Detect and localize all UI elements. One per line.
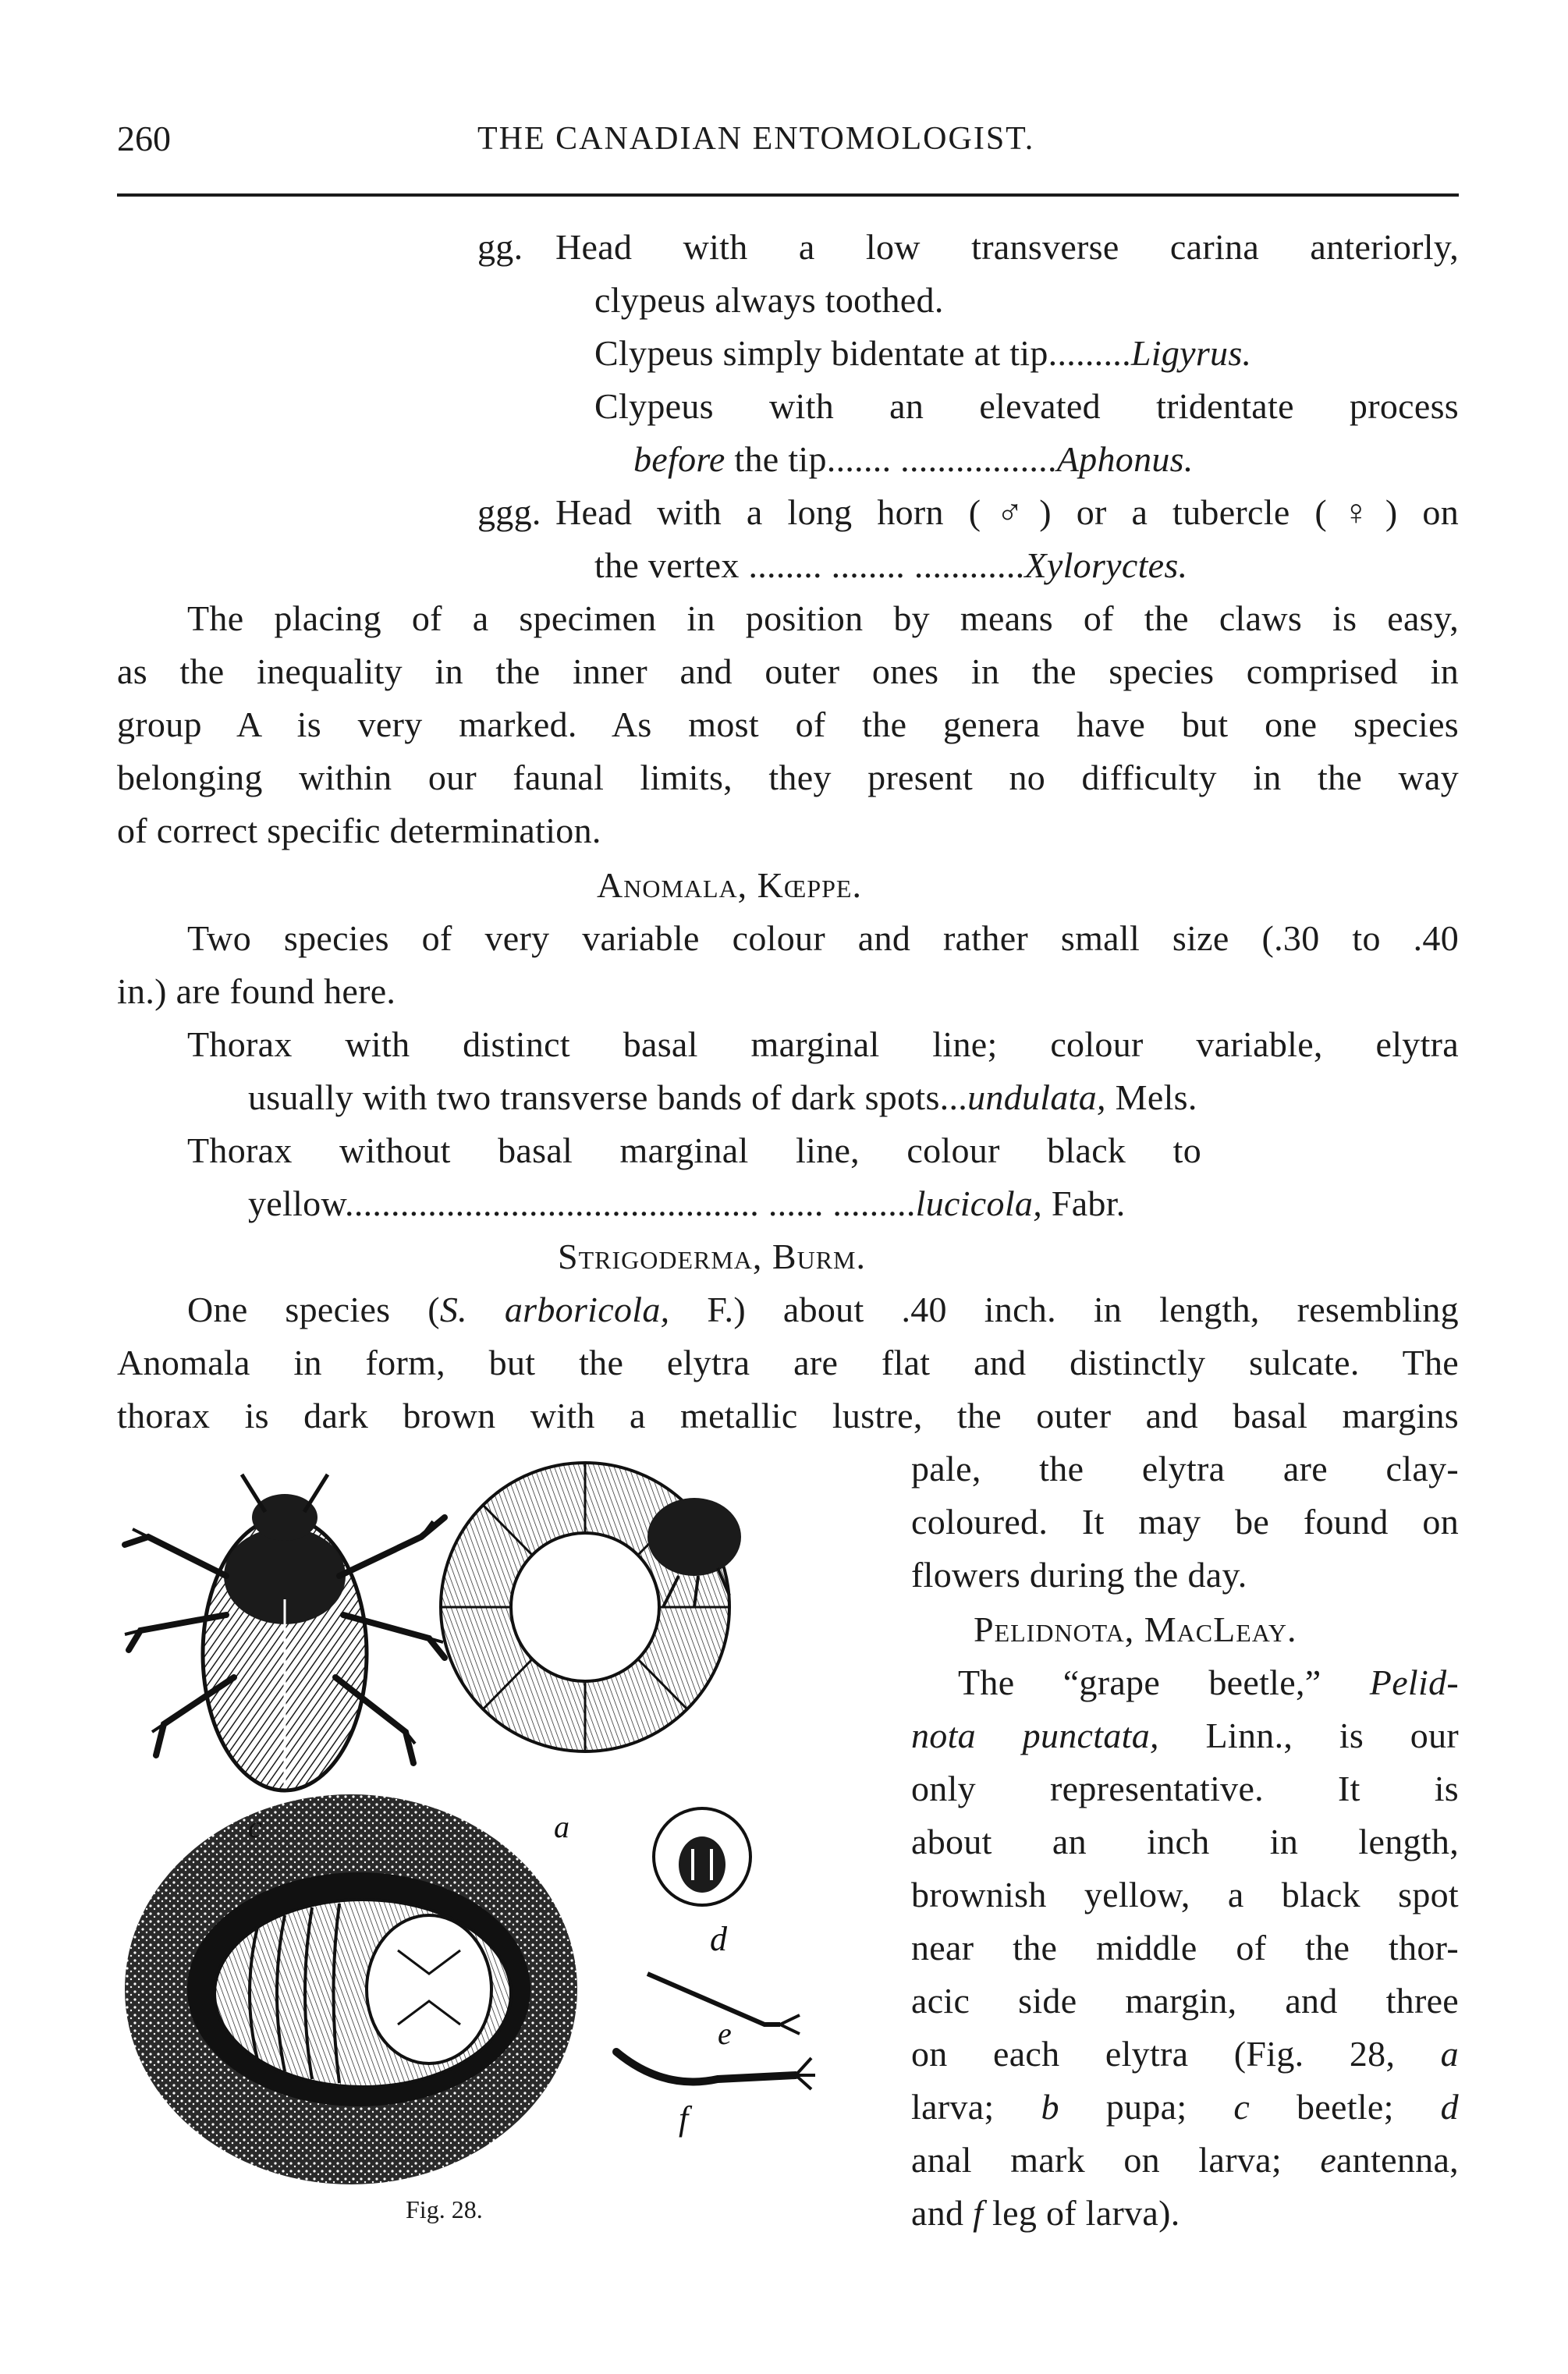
figure-label-f: f — [679, 2099, 689, 2138]
species-lucicola: lucicola, — [915, 1183, 1042, 1223]
strigoderma-col-line: coloured. It may be found on — [911, 1502, 1459, 1542]
pelidnota-line10: anal mark on larva; eantenna, — [911, 2140, 1459, 2180]
pelidnota-line1: The “grape beetle,” Pelid- — [958, 1663, 1459, 1702]
running-title: THE CANADIAN ENTOMOLOGIST. — [477, 121, 1035, 157]
lucicola-line2: yellow............................................. ...... .........lucicola, Fabr. — [248, 1183, 1126, 1223]
genus-ligyrus: Ligyrus. — [1130, 333, 1252, 373]
pelidnota-col-line: only representative. It is — [911, 1769, 1459, 1808]
key-aphonus-line1: Clypeus with an elevated tridentate process — [594, 386, 1459, 426]
anomala-intro-line1: Two species of very variable colour and rather small size (.30 to .40 — [187, 918, 1459, 958]
pupa-b-illustration — [125, 1794, 577, 2184]
figure-28-engraving — [117, 1443, 882, 2223]
section-heading-pelidnota: Pelidnota, MacLeay. — [974, 1609, 1297, 1649]
genus-xyloryctes: Xyloryctes. — [1024, 545, 1188, 585]
pelidnota-col-line: acic side margin, and three — [911, 1981, 1459, 2021]
strigoderma-line2: Anomala in form, but the elytra are flat and distinctly sulcate. The — [117, 1343, 1459, 1382]
figure-label-a: a — [554, 1809, 569, 1844]
header-rule — [117, 193, 1459, 197]
key-gg-line1: Head with a low transverse carina anteriorly, — [555, 227, 1459, 267]
para1-line: of correct specific determination. — [117, 811, 601, 850]
figure-label-e: e — [718, 2016, 732, 2051]
key-aphonus-line2: before the tip....... .................Aphonus. — [633, 439, 1194, 479]
key-ggg-line1: Head with a long horn (♂) or a tubercle (♀) on — [555, 492, 1459, 532]
pelidnota-col-line: about an inch in length, — [911, 1822, 1459, 1861]
key-gg-line2: clypeus always toothed. — [594, 280, 944, 320]
key-ligyrus: Clypeus simply bidentate at tip.........Ligyrus. — [594, 333, 1252, 373]
pelidnota-line2: nota punctata, Linn., is our — [911, 1716, 1459, 1755]
pelidnota-col-line: near the middle of the thor- — [911, 1928, 1459, 1968]
para1-line: as the inequality in the inner and outer ones in the species comprised in — [117, 651, 1459, 691]
anal-mark-d-illustration — [654, 1808, 750, 1905]
section-heading-anomala: Anomala, Kœppe. — [597, 865, 862, 905]
pelidnota-line9: larva; b pupa; c beetle; d — [911, 2087, 1459, 2127]
leg-f-illustration — [616, 2052, 815, 2089]
pelidnota-line8: on each elytra (Fig. 28, a — [911, 2034, 1459, 2074]
pelidnota-col-line: brownish yellow, a black spot — [911, 1875, 1459, 1914]
larva-a-illustration — [441, 1463, 741, 1751]
strigoderma-col-line: flowers during the day. — [911, 1555, 1247, 1595]
species-pelidnota-punctata: nota punctata, — [911, 1716, 1159, 1755]
anomala-intro-line2: in.) are found here. — [117, 971, 396, 1011]
figure-caption: Fig. 28. — [406, 2195, 483, 2223]
strigoderma-line3: thorax is dark brown with a metallic lustre, the outer and basal margins — [117, 1396, 1459, 1435]
para1-line: group A is very marked. As most of the genera have but one species — [117, 704, 1459, 744]
para1-line: belonging within our faunal limits, they present no difficulty in the way — [117, 758, 1459, 797]
lucicola-line1: Thorax without basal marginal line, colour black to — [187, 1130, 1201, 1170]
beetle-c-illustration — [125, 1474, 445, 1790]
pelidnota-line11: and f leg of larva). — [911, 2193, 1180, 2233]
page-number: 260 — [117, 119, 171, 158]
species-undulata: undulata, — [967, 1077, 1106, 1117]
key-ggg-line2: the vertex ........ ........ ............Xyloryctes. — [594, 545, 1188, 585]
genus-aphonus: Aphonus. — [1056, 439, 1194, 479]
undulata-line1: Thorax with distinct basal marginal line; colour variable, elytra — [187, 1024, 1459, 1064]
undulata-line2: usually with two transverse bands of dark spots...undulata, Mels. — [248, 1077, 1197, 1117]
para1-line: The placing of a specimen in position by means of the claws is easy, — [187, 598, 1459, 638]
key-gg-label: gg. — [477, 227, 523, 267]
strigoderma-col-line: pale, the elytra are clay- — [911, 1449, 1459, 1489]
figure-label-d: d — [710, 1920, 727, 1958]
strigoderma-line1: One species (S. arboricola, F.) about .40 inch. in length, resembling — [187, 1290, 1459, 1329]
key-ggg-label: ggg. — [477, 492, 541, 532]
figure-label-c: c — [248, 1809, 262, 1844]
section-heading-strigoderma: Strigoderma, Burm. — [558, 1237, 866, 1276]
